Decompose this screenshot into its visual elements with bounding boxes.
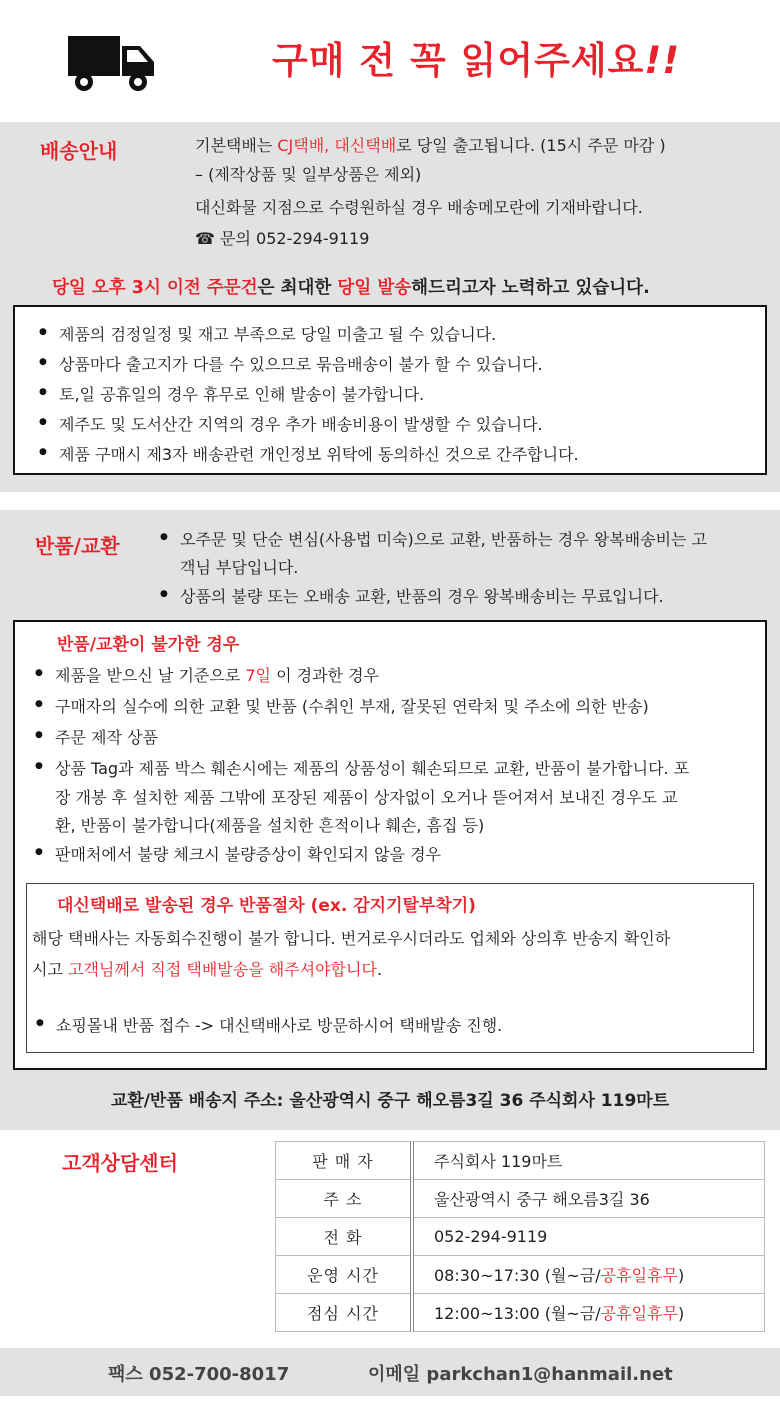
row-value: 울산광역시 중구 해오름3길 36 (412, 1180, 765, 1218)
returns-title: 반품/교환 (35, 534, 120, 558)
table-row (276, 1294, 765, 1332)
truck-icon (66, 32, 158, 94)
daeshin-line-1: 해당 택배사는 자동회수진행이 불가 합니다. 번거로우시더라도 업체와 상의후 반송지 확인하 (32, 929, 671, 948)
shipping-section (0, 122, 780, 492)
daeshin-line-2: 시고 고객님께서 직접 택배발송을 해주셔야합니다. (32, 960, 383, 979)
list-item: ● 제품의 검정일정 및 재고 부족으로 당일 미출고 될 수 있습니다. (59, 322, 496, 345)
daeshin-return-box (26, 883, 754, 1053)
shipping-notes-box (13, 305, 767, 475)
returns-section (0, 510, 780, 1130)
table-row (276, 1142, 765, 1180)
shipping-title: 배송안내 (40, 139, 118, 163)
return-policy-1: ● 오주문 및 단순 변심(사용법 미숙)으로 교환, 반품하는 경우 왕복배송비는 고 (180, 527, 707, 550)
list-item-cont: 환, 반품이 불가합니다(제품을 설치한 흔적이나 훼손, 흠집 등) (55, 816, 485, 835)
list-item: ● 상품마다 출고지가 다를 수 있으므로 묶음배송이 불가 할 수 있습니다. (59, 352, 543, 375)
row-label: 운영 시간 (276, 1256, 413, 1294)
page-title: 구매 전 꼭 읽어주세요!! (272, 39, 681, 82)
list-item: ● 판매처에서 불량 체크시 불량증상이 확인되지 않을 경우 (55, 842, 441, 865)
list-item: ● 주문 제작 상품 (55, 725, 158, 748)
row-label: 판 매 자 (276, 1142, 413, 1180)
cs-section (0, 1130, 780, 1348)
row-value: 12:00~13:00 (월~금/공휴일휴무) (412, 1294, 765, 1332)
table-row (276, 1256, 765, 1294)
daeshin-title: 대신택배로 발송된 경우 반품절차 (ex. 감지기탈부착기) (57, 896, 476, 916)
shipping-line-2: – (제작상품 및 일부상품은 제외) (195, 165, 422, 184)
list-item-cont: 장 개봉 후 설치한 제품 그밖에 포장된 제품이 상자없이 오거나 뜯어져서 보내진 경우도 교 (55, 788, 678, 807)
row-value: 주식회사 119마트 (412, 1142, 765, 1180)
list-item: ● 제품을 받으신 날 기준으로 7일 이 경과한 경우 (55, 663, 379, 686)
row-label: 점심 시간 (276, 1294, 413, 1332)
row-value: 052-294-9119 (412, 1218, 765, 1256)
same-day-notice: 당일 오후 3시 이전 주문건은 최대한 당일 발송해드리고자 노력하고 있습니다. (52, 278, 650, 298)
shipping-line-3: 대신화물 지점으로 수령원하실 경우 배송메모란에 기재바랍니다. (195, 198, 643, 217)
phone-icon: ☎ (195, 229, 215, 248)
table-row (276, 1180, 765, 1218)
list-item: ● 구매자의 실수에 의한 교환 및 반품 (수취인 부재, 잘못된 연락처 및 주소에 의한 반송) (55, 694, 649, 717)
return-address: 교환/반품 배송지 주소: 울산광역시 중구 해오름3길 36 주식회사 119마트 (110, 1091, 670, 1111)
header (0, 0, 780, 122)
unavailable-title: 반품/교환이 불가한 경우 (57, 635, 240, 655)
list-item: ● 제품 구매시 제3자 배송관련 개인정보 위탁에 동의하신 것으로 간주합니다. (59, 442, 579, 465)
list-item: ● 제주도 및 도서산간 지역의 경우 추가 배송비용이 발생할 수 있습니다. (59, 412, 543, 435)
row-label: 주 소 (276, 1180, 413, 1218)
return-policy-2: ● 상품의 불량 또는 오배송 교환, 반품의 경우 왕복배송비는 무료입니다. (180, 584, 664, 607)
list-item: ● 상품 Tag과 제품 박스 훼손시에는 제품의 상품성이 훼손되므로 교환, 반품이 불가합니다. 포 (55, 756, 689, 779)
footer (0, 1348, 780, 1396)
footer-fax: 팩스 052-700-8017 (108, 1364, 290, 1385)
cs-title: 고객상담센터 (62, 1151, 178, 1175)
row-value: 08:30~17:30 (월~금/공휴일휴무) (412, 1256, 765, 1294)
table-row (276, 1218, 765, 1256)
row-label: 전 화 (276, 1218, 413, 1256)
shipping-line-1: 기본택배는 CJ택배, 대신택배로 당일 출고됩니다. (15시 주문 마감 ) (195, 136, 666, 155)
shipping-phone: ☎ 문의 052-294-9119 (195, 229, 370, 248)
footer-email[interactable]: 이메일 parkchan1@hanmail.net (368, 1364, 673, 1385)
list-item: ● 토,일 공휴일의 경우 휴무로 인해 발송이 불가합니다. (59, 382, 424, 405)
return-policy-1-cont: 객님 부담입니다. (180, 558, 299, 577)
daeshin-step: ● 쇼핑몰내 반품 접수 -> 대신택배사로 방문하시어 택배발송 진행. (56, 1013, 502, 1036)
cs-table (275, 1141, 765, 1332)
